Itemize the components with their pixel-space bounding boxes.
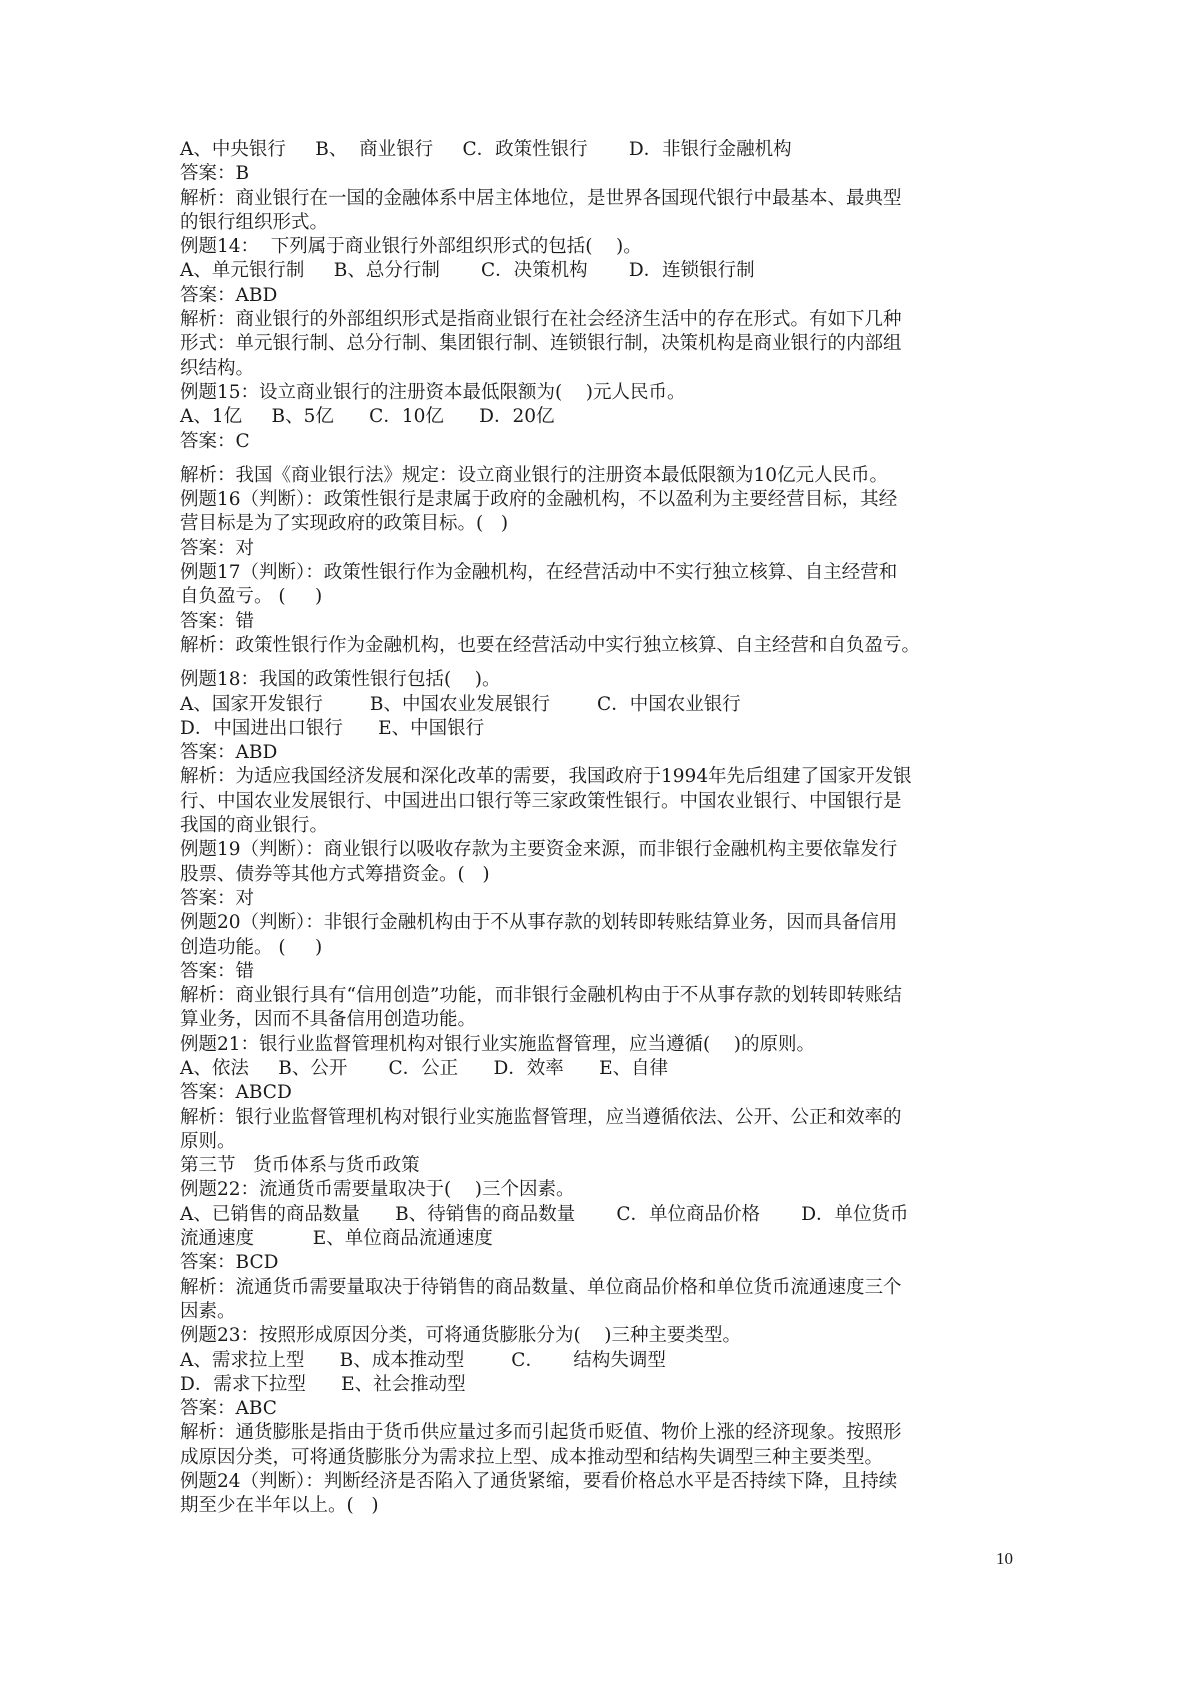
text-line: 成原因分类，可将通货膨胀分为需求拉上型、成本推动型和结构失调型三种主要类型。 bbox=[180, 1446, 884, 1468]
text-line: A、需求拉上型 B、成本推动型 C． 结构失调型 bbox=[180, 1349, 666, 1371]
text-line: 例题24（判断）：判断经济是否陷入了通货紧缩，要看价格总水平是否持续下降，且持续 bbox=[180, 1471, 898, 1493]
text-line: 答案：ABC bbox=[180, 1398, 277, 1420]
text-line: 因素。 bbox=[180, 1300, 236, 1322]
text-line: 答案：错 bbox=[180, 610, 255, 632]
text-line: 答案：C bbox=[180, 430, 250, 452]
text-line: 的银行组织形式。 bbox=[180, 211, 329, 233]
text-line: 我国的商业银行。 bbox=[180, 815, 329, 837]
text-line: 答案：对 bbox=[180, 887, 255, 909]
text-line: 解析：政策性银行作为金融机构，也要在经营活动中实行独立核算、自主经营和自负盈亏。 bbox=[180, 634, 921, 656]
text-line: 织结构。 bbox=[180, 357, 255, 379]
text-line: 解析：通货膨胀是指由于货币供应量过多而引起货币贬值、物价上涨的经济现象。按照形 bbox=[180, 1422, 902, 1444]
text-line: 解析：流通货币需要量取决于待销售的商品数量、单位商品价格和单位货币流通速度三个 bbox=[180, 1276, 902, 1298]
text-line: A、中央银行 B、 商业银行 C．政策性银行 D．非银行金融机构 bbox=[180, 139, 792, 160]
text-line: D．中国进出口银行 E、中国银行 bbox=[180, 717, 485, 739]
text-line: A、依法 B、公开 C．公正 D．效率 E、自律 bbox=[180, 1057, 669, 1079]
text-line: 例题21：银行业监督管理机构对银行业实施监督管理，应当遵循( )的原则。 bbox=[180, 1033, 816, 1055]
text-line: 答案：BCD bbox=[180, 1252, 279, 1274]
text-line: 例题14： 下列属于商业银行外部组织形式的包括( )。 bbox=[180, 236, 642, 258]
text-line: 第三节 货币体系与货币政策 bbox=[180, 1155, 420, 1177]
text-line: 算业务，因而不具备信用创造功能。 bbox=[180, 1009, 477, 1031]
text-line: 答案：ABD bbox=[180, 742, 278, 764]
text-line: A、已销售的商品数量 B、待销售的商品数量 C．单位商品价格 D．单位货币 bbox=[180, 1203, 909, 1225]
text-line: 解析：商业银行的外部组织形式是指商业银行在社会经济生活中的存在形式。有如下几种 bbox=[180, 309, 902, 331]
text-line: 例题15：设立商业银行的注册资本最低限额为( )元人民币。 bbox=[180, 381, 686, 403]
text-line: 解析：商业银行在一国的金融体系中居主体地位，是世界各国现代银行中最基本、最典型 bbox=[180, 187, 902, 209]
text-line: 例题20（判断）：非银行金融机构由于不从事存款的划转即转账结算业务，因而具备信用 bbox=[180, 912, 898, 934]
text-line: 例题23：按照形成原因分类，可将通货膨胀分为( )三种主要类型。 bbox=[180, 1325, 742, 1347]
text-line: 原则。 bbox=[180, 1130, 236, 1152]
text-line: 营目标是为了实现政府的政策目标。( ) bbox=[180, 513, 509, 535]
text-line: 例题22：流通货币需要量取决于( )三个因素。 bbox=[180, 1179, 575, 1201]
blank-gap bbox=[180, 454, 1020, 464]
text-line: A、1亿 B、5亿 C．10亿 D．20亿 bbox=[180, 406, 555, 428]
text-line: 答案：B bbox=[180, 163, 250, 185]
text-line: A、单元银行制 B、总分行制 C．决策机构 D．连锁银行制 bbox=[180, 260, 755, 282]
text-line: 创造功能。 ( ) bbox=[180, 936, 323, 958]
text-line: 例题16（判断）：政策性银行是隶属于政府的金融机构，不以盈利为主要经营目标，其经 bbox=[180, 489, 898, 511]
text-line: 股票、债券等其他方式筹措资金。( ) bbox=[180, 863, 490, 885]
text-line: 解析：我国《商业银行法》规定：设立商业银行的注册资本最低限额为10亿元人民币。 bbox=[180, 464, 889, 486]
text-line: 期至少在半年以上。( ) bbox=[180, 1495, 379, 1517]
text-line: 例题17（判断）：政策性银行作为金融机构，在经营活动中不实行独立核算、自主经营和 bbox=[180, 562, 898, 584]
text-line: 答案：对 bbox=[180, 537, 255, 559]
page-body-text bbox=[180, 138, 1020, 1519]
text-line: 例题19（判断）：商业银行以吸收存款为主要资金来源，而非银行金融机构主要依靠发行 bbox=[180, 839, 898, 861]
text-line: 流通速度 E、单位商品流通速度 bbox=[180, 1228, 493, 1250]
text-line: A、国家开发银行 B、中国农业发展银行 C．中国农业银行 bbox=[180, 693, 741, 715]
text-line: 例题18：我国的政策性银行包括( )。 bbox=[180, 669, 501, 691]
text-line: D．需求下拉型 E、社会推动型 bbox=[180, 1373, 466, 1395]
text-line: 答案：ABCD bbox=[180, 1082, 292, 1104]
text-line: 解析：银行业监督管理机构对银行业实施监督管理，应当遵循依法、公开、公正和效率的 bbox=[180, 1106, 902, 1128]
page-number: 10 bbox=[996, 1549, 1013, 1568]
blank-gap bbox=[180, 658, 1020, 668]
text-line: 形式：单元银行制、总分行制、集团银行制、连锁银行制，决策机构是商业银行的内部组 bbox=[180, 333, 902, 355]
text-line: 行、中国农业发展银行、中国进出口银行等三家政策性银行。中国农业银行、中国银行是 bbox=[180, 790, 902, 812]
text-line: 答案：ABD bbox=[180, 284, 278, 306]
text-line: 解析：商业银行具有“信用创造”功能，而非银行金融机构由于不从事存款的划转即转账结 bbox=[180, 985, 902, 1007]
text-line: 自负盈亏。 ( ) bbox=[180, 586, 323, 608]
text-line: 答案：错 bbox=[180, 960, 255, 982]
text-line: 解析：为适应我国经济发展和深化改革的需要，我国政府于1994年先后组建了国家开发银 bbox=[180, 766, 912, 788]
